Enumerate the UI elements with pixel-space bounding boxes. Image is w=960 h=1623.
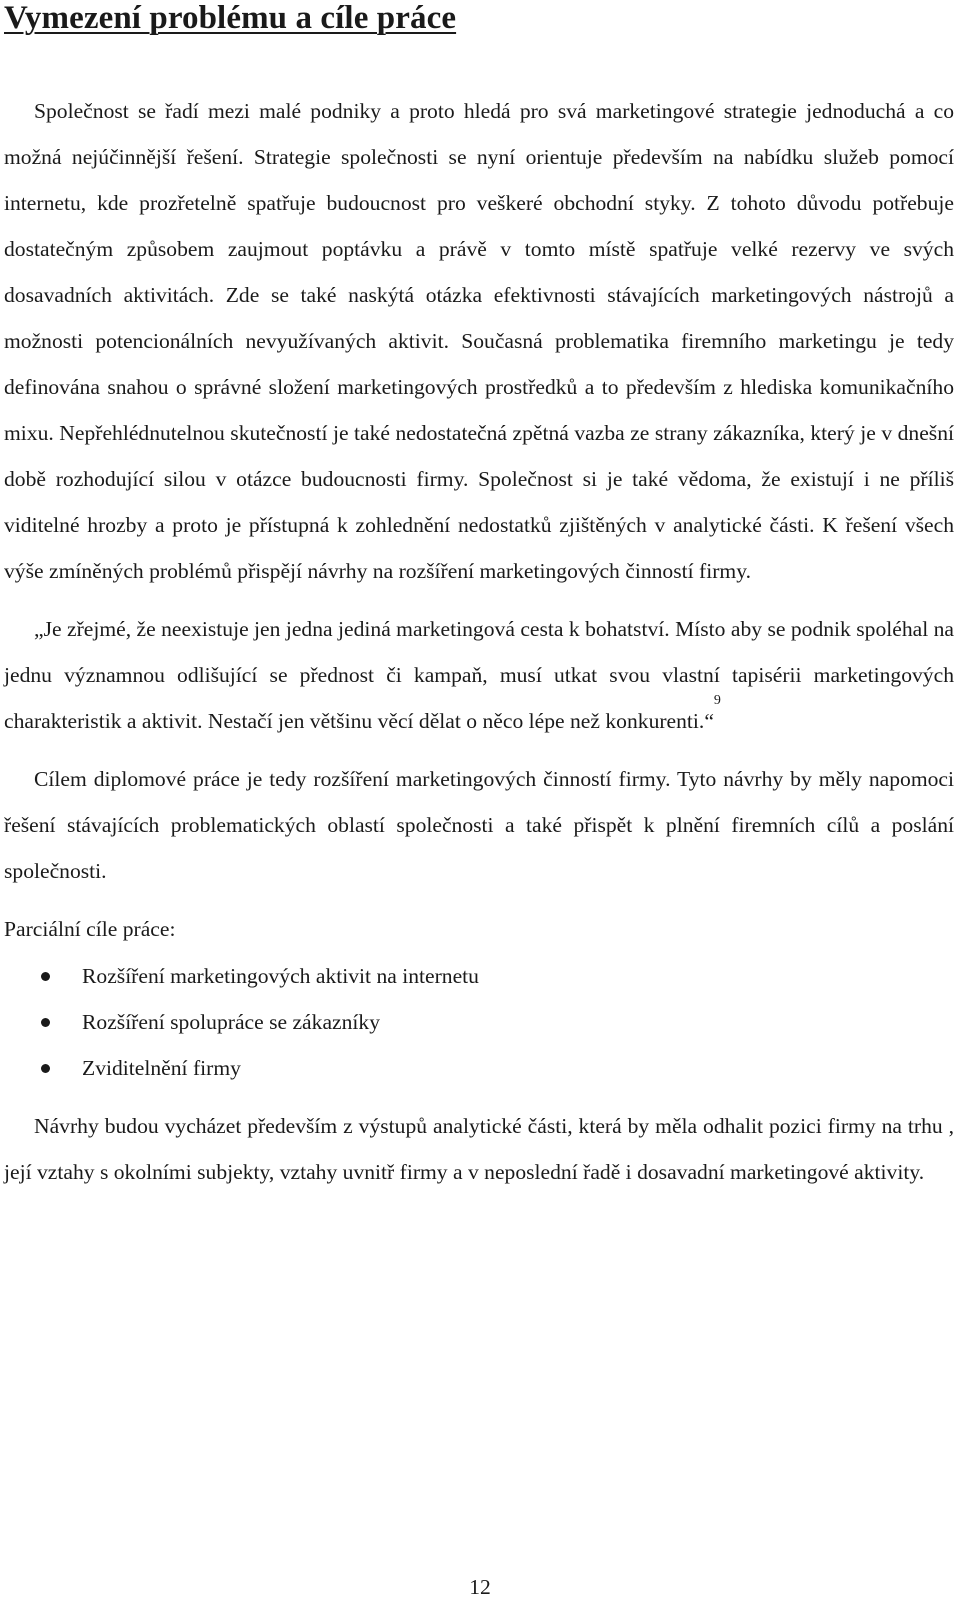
paragraph-proposals-basis: Návrhy budou vycházet především z výstupů analytické části, která by měla odhalit pozici firmy na trhu , její vztahy s okolními subjekty, vztahy uvnitř firmy a v neposlední řadě i dosavadní marketingové aktivity.	[4, 1114, 954, 1184]
partial-goals-list	[4, 953, 954, 1091]
page-title: Vymezení problému a cíle práce	[4, 0, 457, 36]
list-item	[4, 953, 954, 999]
paragraph-thesis-goal: Cílem diplomové práce je tedy rozšíření marketingových činností firmy. Tyto návrhy by měly napomoci řešení stávajících problematických oblastí společnosti a také přispět k plnění firemních cílů a poslání společnosti.	[4, 767, 954, 883]
list-item-text: Zviditelnění firmy	[82, 1056, 241, 1080]
list-item	[4, 1045, 954, 1091]
paragraph-problem-definition: Společnost se řadí mezi malé podniky a proto hledá pro svá marketingové strategie jednoduchá a co možná nejúčinnější řešení. Strategie společnosti se nyní orientuje především na nabídku služeb pomocí internetu, kde prozřetelně spatřuje budoucnost pro veškeré obchodní styky. Z tohoto důvodu potřebuje dostatečným způsobem zaujmout poptávku a právě v tomto místě spatřuje velké rezervy ve svých dosavadních aktivitách. Zde se také naskýtá otázka efektivnosti stávajících marketingových nástrojů a možnosti potencionálních nevyužívaných aktivit. Současná problematika firemního marketingu je tedy definována snahou o správné složení marketingových prostředků a to především z hlediska komunikačního mixu. Nepřehlédnutelnou skutečností je také nedostatečná zpětná vazba ze strany zákazníka, který je v dnešní době rozhodující silou v otázce budoucnosti firmy. Společnost si je také vědoma, že existují i ne příliš viditelné hrozby a proto je přístupná k zohlednění nedostatků zjištěných v analytické části. K řešení všech výše zmíněných problémů přispějí návrhy na rozšíření marketingových činností firmy.	[4, 99, 954, 583]
list-item-text: Rozšíření spolupráce se zákazníky	[82, 1010, 381, 1034]
document-page	[4, 0, 954, 1195]
page-number: 12	[469, 1575, 491, 1599]
bullet-icon	[41, 972, 50, 981]
list-item-text: Rozšíření marketingových aktivit na internetu	[82, 964, 479, 988]
footnote-reference: 9	[713, 693, 721, 708]
partial-goals-label: Parciální cíle práce:	[4, 917, 176, 941]
bullet-icon	[41, 1064, 50, 1073]
quote-paragraph	[4, 606, 954, 744]
list-item	[4, 999, 954, 1045]
bullet-icon	[41, 1018, 50, 1027]
quote-text: „Je zřejmé, že neexistuje jen jedna jediná marketingová cesta k bohatství. Místo aby se podnik spoléhal na jednu významnou odlišující se přednost či kampaň, musí utkat svou vlastní tapisérii marketingových charakteristik a aktivit. Nestačí jen většinu věcí dělat o něco lépe než konkurenti.“	[4, 617, 954, 733]
